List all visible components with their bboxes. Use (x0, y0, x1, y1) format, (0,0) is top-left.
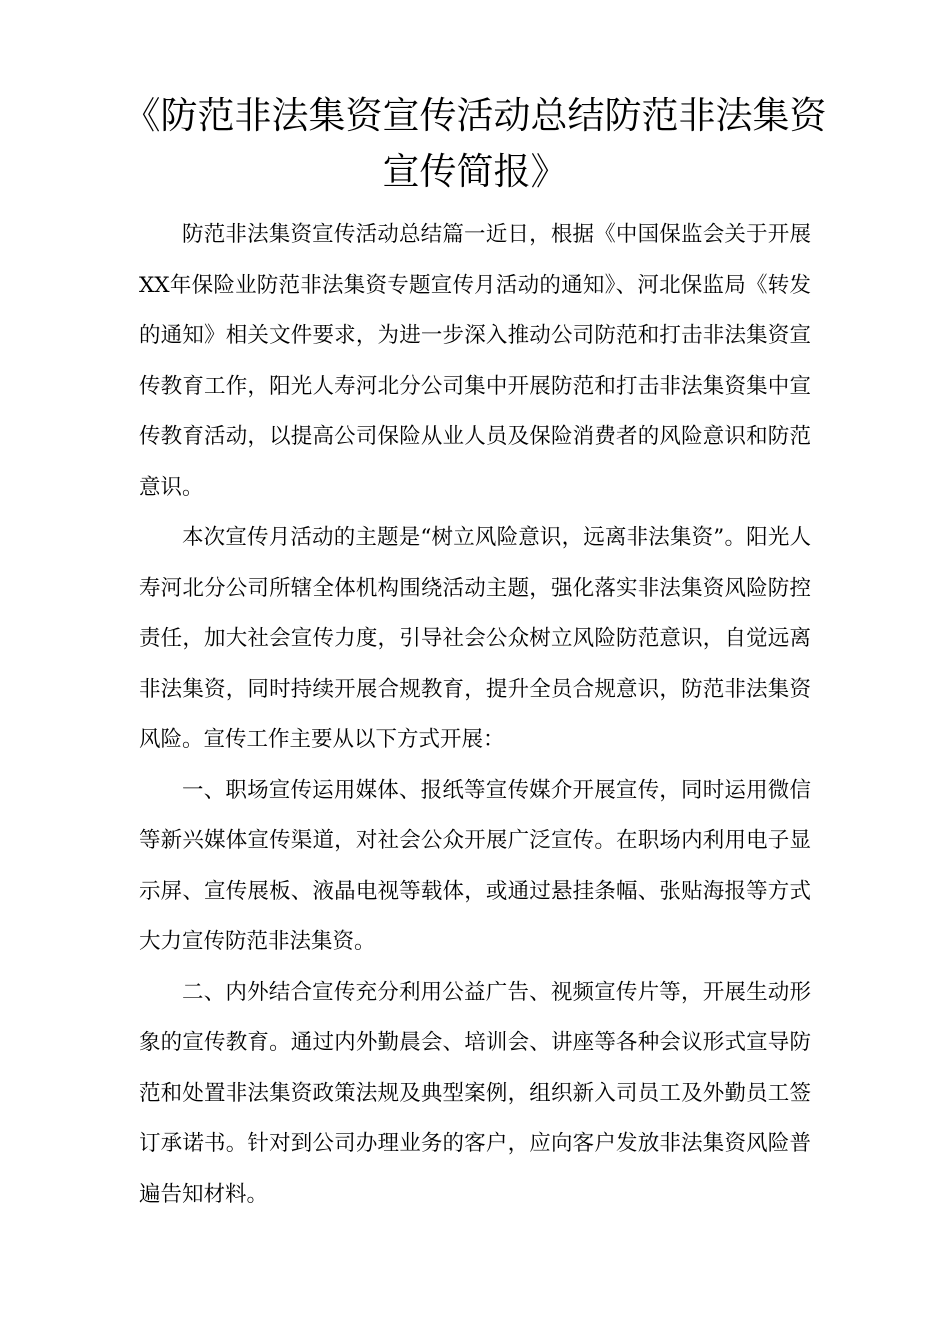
paragraph-3: 一、职场宣传运用媒体、报纸等宣传媒介开展宣传，同时运用微信等新兴媒体宣传渠道，对社会公众开展广泛宣传。在职场内利用电子显示屏、宣传展板、液晶电视等载体，或通过悬挂条幅、张贴海报等方式大力宣传防范非法集资。 (139, 777, 811, 954)
paragraph-2: 本次宣传月活动的主题是“树立风险意识，远离非法集资”。阳光人寿河北分公司所辖全体机构围绕活动主题，强化落实非法集资风险防控责任，加大社会宣传力度，引导社会公众树立风险防范意识，自觉远离非法集资，同时持续开展合规教育，提升全员合规意识，防范非法集资风险。宣传工作主要从以下方式开展： (139, 525, 811, 752)
document-body (139, 210, 811, 1220)
paragraph-4: 二、内外结合宣传充分利用公益广告、视频宣传片等，开展生动形象的宣传教育。通过内外勤晨会、培训会、讲座等各种会议形式宣导防范和处置非法集资政策法规及典型案例，组织新入司员工及外勤员工签订承诺书。针对到公司办理业务的客户，应向客户发放非法集资风险普遍告知材料。 (139, 979, 811, 1207)
paragraph-1: 防范非法集资宣传活动总结篇一近日，根据《中国保监会关于开展XX年保险业防范非法集资专题宣传月活动的通知》、河北保监局《转发的通知》相关文件要求，为进一步深入推动公司防范和打击非法集资宣传教育工作，阳光人寿河北分公司集中开展防范和打击非法集资集中宣传教育活动，以提高公司保险从业人员及保险消费者的风险意识和防范意识。 (139, 222, 811, 500)
document-title: 《防范非法集资宣传活动总结防范非法集资宣传简报》 (123, 94, 827, 193)
